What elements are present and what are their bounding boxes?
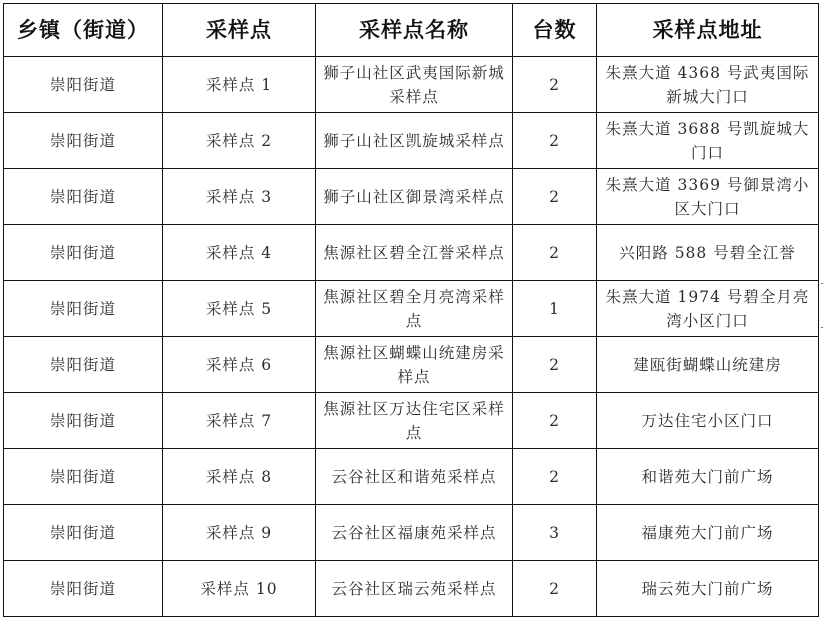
cell-address: 兴阳路 588 号碧全江誉 xyxy=(597,225,819,281)
table-row xyxy=(4,393,819,449)
table-row xyxy=(4,505,819,561)
cell-count: 2 xyxy=(513,561,597,617)
cell-name: 焦源社区万达住宅区采样点 xyxy=(316,393,513,449)
cell-count: 2 xyxy=(513,337,597,393)
header-town: 乡镇（街道） xyxy=(4,4,163,57)
cell-count: 2 xyxy=(513,113,597,169)
table-row xyxy=(4,225,819,281)
cell-name: 狮子山社区御景湾采样点 xyxy=(316,169,513,225)
cell-count: 2 xyxy=(513,169,597,225)
table-row xyxy=(4,57,819,113)
table-row xyxy=(4,561,819,617)
cell-point: 采样点 9 xyxy=(163,505,316,561)
cell-town: 崇阳街道 xyxy=(4,393,163,449)
header-device-count: 台数 xyxy=(513,4,597,57)
cell-town: 崇阳街道 xyxy=(4,57,163,113)
cell-town: 崇阳街道 xyxy=(4,505,163,561)
cell-count: 1 xyxy=(513,281,597,337)
cell-point: 采样点 5 xyxy=(163,281,316,337)
cell-address: 福康苑大门前广场 xyxy=(597,505,819,561)
cell-count: 2 xyxy=(513,449,597,505)
table-row xyxy=(4,449,819,505)
cell-point: 采样点 1 xyxy=(163,57,316,113)
table-row xyxy=(4,281,819,337)
cell-count: 2 xyxy=(513,57,597,113)
cell-address: 和谐苑大门前广场 xyxy=(597,449,819,505)
cell-point: 采样点 2 xyxy=(163,113,316,169)
cell-town: 崇阳街道 xyxy=(4,337,163,393)
cell-town: 崇阳街道 xyxy=(4,449,163,505)
cell-name: 焦源社区碧全月亮湾采样点 xyxy=(316,281,513,337)
cell-point: 采样点 3 xyxy=(163,169,316,225)
cell-name: 云谷社区福康苑采样点 xyxy=(316,505,513,561)
cell-address: 朱熹大道 3688 号凯旋城大门口 xyxy=(597,113,819,169)
cell-count: 2 xyxy=(513,393,597,449)
cell-name: 云谷社区和谐苑采样点 xyxy=(316,449,513,505)
header-sampling-point-name: 采样点名称 xyxy=(316,4,513,57)
header-sampling-point: 采样点 xyxy=(163,4,316,57)
cell-count: 3 xyxy=(513,505,597,561)
table-row xyxy=(4,337,819,393)
cell-town: 崇阳街道 xyxy=(4,281,163,337)
cell-address: 瑞云苑大门前广场 xyxy=(597,561,819,617)
cell-address: 朱熹大道 4368 号武夷国际新城大门口 xyxy=(597,57,819,113)
cell-town: 崇阳街道 xyxy=(4,113,163,169)
header-sampling-point-address: 采样点地址 xyxy=(597,4,819,57)
cell-name: 狮子山社区武夷国际新城采样点 xyxy=(316,57,513,113)
cell-address: 建瓯街蝴蝶山统建房 xyxy=(597,337,819,393)
cell-address: 朱熹大道 3369 号御景湾小区大门口 xyxy=(597,169,819,225)
cell-point: 采样点 10 xyxy=(163,561,316,617)
cell-point: 采样点 8 xyxy=(163,449,316,505)
cell-name: 焦源社区碧全江誉采样点 xyxy=(316,225,513,281)
cell-point: 采样点 4 xyxy=(163,225,316,281)
cell-name: 狮子山社区凯旋城采样点 xyxy=(316,113,513,169)
cell-town: 崇阳街道 xyxy=(4,561,163,617)
cell-town: 崇阳街道 xyxy=(4,225,163,281)
cell-town: 崇阳街道 xyxy=(4,169,163,225)
cell-count: 2 xyxy=(513,225,597,281)
table-header-row xyxy=(4,4,819,57)
cell-point: 采样点 7 xyxy=(163,393,316,449)
cell-address: 万达住宅小区门口 xyxy=(597,393,819,449)
cell-point: 采样点 6 xyxy=(163,337,316,393)
sampling-points-table xyxy=(3,3,819,617)
table-row xyxy=(4,113,819,169)
cell-name: 云谷社区瑞云苑采样点 xyxy=(316,561,513,617)
cell-address: 朱熹大道 1974 号碧全月亮湾小区门口 xyxy=(597,281,819,337)
table-row xyxy=(4,169,819,225)
cell-name: 焦源社区蝴蝶山统建房采样点 xyxy=(316,337,513,393)
